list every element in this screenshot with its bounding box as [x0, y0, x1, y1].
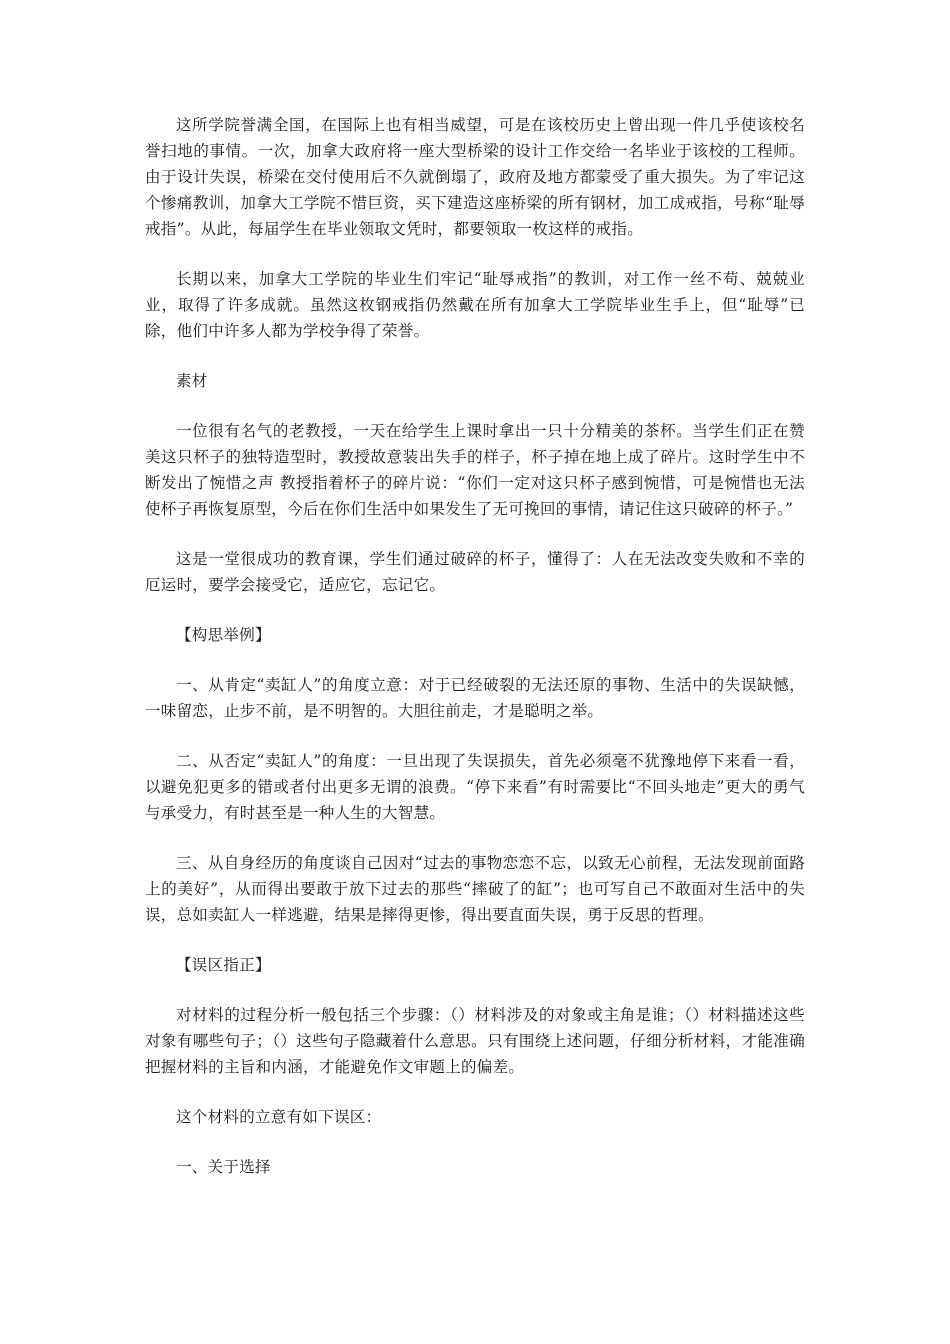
paragraph-2: 长期以来，加拿大工学院的毕业生们牢记“耻辱戒指”的教训，对工作一丝不苟、兢兢业业，取得了许多成就。虽然这枚钢戒指仍然戴在所有加拿大工学院毕业生手上，但“耻辱”已除，他们中许多人都为学校争得了荣誉。	[145, 270, 805, 340]
document-body	[145, 112, 805, 1204]
paragraph-1: 这所学院誉满全国，在国际上也有相当威望，可是在该校历史上曾出现一件几乎使该校名誉扫地的事情。一次，加拿大政府将一座大型桥梁的设计工作交给一名毕业于该校的工程师。由于设计失误，桥梁在交付使用后不久就倒塌了，政府及地方都蒙受了重大损失。为了牢记这个惨痛教训，加拿大工学院不惜巨资，买下建造这座桥梁的所有钢材，加工成戒指，号称“耻辱戒指”。从此，每届学生在毕业领取文凭时，都要领取一枚这样的戒指。	[145, 116, 805, 238]
paragraph-9: 三、从自身经历的角度谈自己因对“过去的事物恋恋不忘，以致无心前程，无法发现前面路上的美好”，从而得出要敢于放下过去的那些“摔破了的缸”；也可写自己不敢面对生活中的失误，总如卖缸人一样逃避，结果是摔得更惨，得出要直面失误，勇于反思的哲理。	[145, 854, 805, 924]
paragraph-6: 【构思举例】	[176, 626, 271, 644]
paragraph-13: 一、关于选择	[176, 1158, 271, 1176]
paragraph-10: 【误区指正】	[176, 956, 271, 974]
paragraph-7: 一、从肯定“卖缸人”的角度立意：对于已经破裂的无法还原的事物、生活中的失误缺憾，一味留恋，止步不前，是不明智的。大胆往前走，才是聪明之举。	[145, 676, 805, 720]
paragraph-3: 素材	[176, 372, 208, 390]
paragraph-8: 二、从否定“卖缸人”的角度：一旦出现了失误损失，首先必须毫不犹豫地停下来看一看，以避免犯更多的错或者付出更多无谓的浪费。“停下来看”有时需要比“不回头地走”更大的勇气与承受力，有时甚至是一种人生的大智慧。	[145, 752, 805, 822]
paragraph-12: 这个材料的立意有如下误区：	[176, 1108, 382, 1126]
paragraph-4: 一位很有名气的老教授，一天在给学生上课时拿出一只十分精美的茶杯。当学生们正在赞美这只杯子的独特造型时，教授故意装出失手的样子，杯子掉在地上成了碎片。这时学生中不断发出了惋惜之声 教授指着杯子的碎片说：“你们一定对这只杯子感到惋惜，可是惋惜也无法使杯子再恢复原型，今后在你们生活中如果发生了无可挽回的事情，请记住这只破碎的杯子。”	[145, 422, 805, 518]
paragraph-5: 这是一堂很成功的教育课，学生们通过破碎的杯子，懂得了：人在无法改变失败和不幸的厄运时，要学会接受它，适应它，忘记它。	[145, 550, 805, 594]
paragraph-11: 对材料的过程分析一般包括三个步骤：（）材料涉及的对象或主角是谁；（）材料描述这些对象有哪些句子；（）这些句子隐藏着什么意思。只有围绕上述问题，仔细分析材料，才能准确把握材料的主旨和内涵，才能避免作文审题上的偏差。	[145, 1006, 805, 1076]
